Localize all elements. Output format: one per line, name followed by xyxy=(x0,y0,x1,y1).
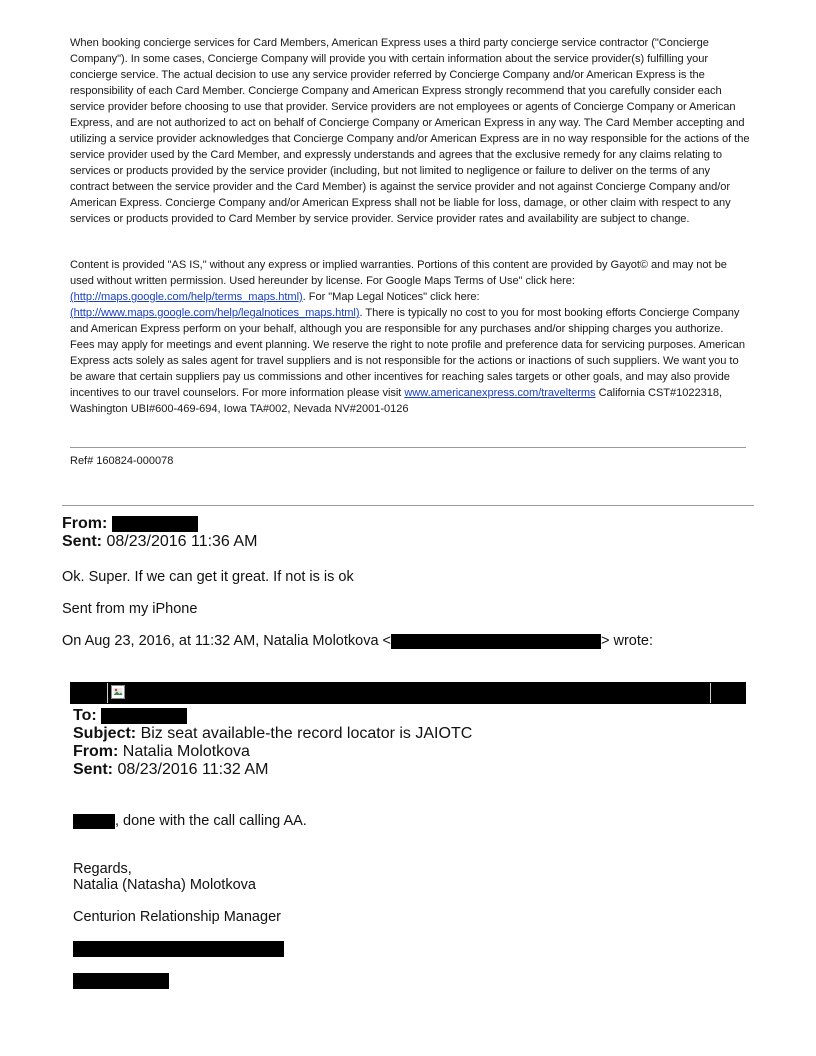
concierge-disclaimer: When booking concierge services for Card Members, American Express uses a third party concierge service contractor ("Concierge Company"). In some cases, Concierge Company will provide you with certain information about the service provider(s) fulfilling your concierge service. The actual decision to use any service provider referred by Concierge Company and/or American Express is the responsibility of each Card Member. Concierge Company and American Express strongly recommend that you carefully consider each service provider before choosing to use that provider. Service providers are not employees or agents of Concierge Company or American Express, and are not authorized to act on behalf of Concierge Company or American Express in any way. The Card Member accepting and utilizing a service provider acknowledges that Concierge Company and/or American Express are in no way responsible for the actions of the service provider used by the Card Member, and expressly understands and agrees that the exclusive remedy for any claims relating to services or products provided by the service provider (including, but not limited to negligence or failure to deliver on the terms of any contract between the service provider and the Card Member) is against the service provider and not against Concierge Company and/or American Express. Concierge Company and/or American Express shall not be liable for loss, damage, or other claim with respect to any services or products provided to Card Member by service provider. Service provider rates and availability are subject to change. xyxy=(70,37,750,225)
original-subject-value: Biz seat available-the record locator is JAIOTC xyxy=(140,725,473,742)
quote-attribution xyxy=(62,633,653,649)
original-sent-label: Sent: xyxy=(73,761,113,778)
original-body xyxy=(73,813,307,829)
divider-rule xyxy=(70,447,746,448)
disclaimer-text-a: Content is provided "AS IS," without any express or implied warranties. Portions of this content are provided by Gayot© and may not be used without written permission. Used hereunder by license. For Google Maps Terms of Use" click here: xyxy=(70,259,727,287)
disclaimer-text-b: . For "Map Legal Notices" click here: xyxy=(302,291,480,303)
original-subject-line xyxy=(73,725,472,743)
reply-sent-label: Sent: xyxy=(62,533,102,550)
redacted-sender xyxy=(112,516,198,532)
disclaimer-text-c: . There is typically no cost to you for most booking efforts Concierge Company and American Express perform on your behalf, although you are responsible for any purchases and/or shipping charges you authorize. Fees may apply for meetings and event planning. We reserve the right to note profile and preference data for servicing purposes. American Express acts solely as sales agent for travel suppliers and is not responsible for the actions or inactions of such suppliers. We want you to be aware that certain suppliers pay us commissions and other incentives for reaching sales targets or other goals, and may also provide incentives to our travel counselors. For more information please visit xyxy=(70,307,745,399)
original-from-label: From: xyxy=(73,743,119,760)
redacted-contact-line-1 xyxy=(73,941,284,957)
broken-image-placeholder xyxy=(107,683,711,703)
original-to-label: To: xyxy=(73,707,97,724)
original-from-value: Natalia Molotkova xyxy=(122,743,250,760)
broken-image-icon xyxy=(110,684,126,700)
reply-sent-value: 08/23/2016 11:36 AM xyxy=(106,533,258,550)
google-maps-terms-link[interactable]: (http://maps.google.com/help/terms_maps.html) xyxy=(70,291,303,303)
content-disclaimer xyxy=(70,257,750,417)
reply-body: Ok. Super. If we can get it great. If not is is ok xyxy=(62,569,354,585)
map-legal-notices-link[interactable]: (http://www.maps.google.com/help/legalnotices_maps.html) xyxy=(70,307,360,319)
disclaimer-text-d: California CST#1022318, Washington UBI#600-469-694, Iowa TA#002, Nevada NV#2001-0126 xyxy=(70,387,723,415)
original-signer-name: Natalia (Natasha) Molotkova xyxy=(73,877,256,893)
divider-rule-2 xyxy=(62,505,754,506)
redacted-recipient-name xyxy=(73,814,115,829)
original-sent-line xyxy=(73,761,268,779)
reference-number: Ref# 160824-000078 xyxy=(70,455,174,467)
reply-sent-line xyxy=(62,533,257,551)
quote-suffix: > wrote: xyxy=(601,633,653,649)
original-sent-value: 08/23/2016 11:32 AM xyxy=(117,761,269,778)
redacted-contact-line-2 xyxy=(73,973,169,989)
original-from-line xyxy=(73,743,250,761)
redacted-recipient xyxy=(101,708,187,724)
travel-terms-link[interactable]: www.americanexpress.com/travelterms xyxy=(404,387,596,399)
original-signer-title: Centurion Relationship Manager xyxy=(73,909,281,925)
redacted-email-address xyxy=(391,634,601,649)
original-to-line xyxy=(73,707,187,725)
reply-signature: Sent from my iPhone xyxy=(62,601,198,617)
reply-from-line xyxy=(62,515,198,533)
quote-prefix: On Aug 23, 2016, at 11:32 AM, Natalia Molotkova < xyxy=(62,633,392,649)
reply-from-label: From: xyxy=(62,515,108,532)
original-subject-label: Subject: xyxy=(73,725,137,742)
original-regards: Regards, xyxy=(73,861,132,877)
original-body-text: , done with the call calling AA. xyxy=(115,813,307,829)
